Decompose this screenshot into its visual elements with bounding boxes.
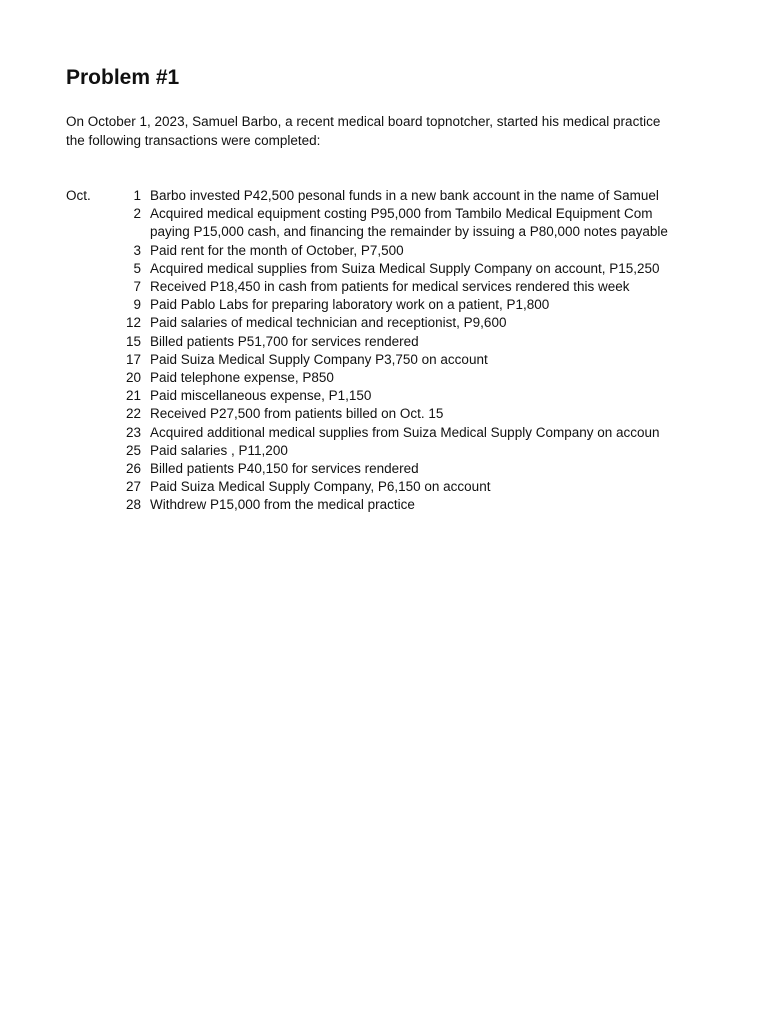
transaction-day: 9	[133, 297, 141, 313]
transaction-description	[150, 369, 690, 387]
transaction-description	[150, 405, 690, 423]
transaction-description	[150, 278, 690, 296]
transaction-row	[120, 278, 690, 296]
transaction-row	[120, 333, 690, 351]
transaction-day: 26	[125, 461, 141, 477]
transaction-day: 3	[133, 242, 141, 258]
transaction-row	[120, 260, 690, 278]
transaction-description-line: Billed patients P40,150 for services rendered	[150, 461, 419, 477]
transaction-description	[150, 496, 690, 514]
transaction-row	[120, 424, 690, 442]
transaction-description	[150, 260, 690, 278]
transaction-description-line: Received P27,500 from patients billed on Oct. 15	[150, 406, 444, 422]
transaction-description-line: Paid salaries , P11,200	[150, 442, 288, 458]
transaction-day: 1	[133, 188, 141, 203]
transaction-day: 27	[125, 479, 141, 495]
transaction-row	[120, 187, 690, 205]
transaction-description-line: Paid telephone expense, P850	[150, 370, 334, 386]
intro-line: the following transactions were completed:	[66, 133, 321, 148]
transaction-row	[120, 351, 690, 369]
transaction-description	[150, 478, 690, 496]
transaction-day: 20	[125, 370, 141, 386]
transaction-description-line: Barbo invested P42,500 pesonal funds in a new bank account in the name of Samuel	[150, 188, 659, 203]
transaction-row	[120, 242, 690, 260]
transaction-description-line: Billed patients P51,700 for services rendered	[150, 333, 419, 349]
transaction-day: 17	[125, 351, 141, 367]
transaction-row	[120, 405, 690, 423]
transaction-description	[150, 460, 690, 478]
transaction-day: 2	[133, 206, 141, 222]
transaction-day: 23	[125, 424, 141, 440]
transaction-day: 7	[133, 279, 141, 295]
transaction-description	[150, 333, 690, 351]
transaction-row	[120, 314, 690, 332]
transaction-description-line: Paid Suiza Medical Supply Company P3,750 on account	[150, 351, 488, 367]
transaction-day: 15	[125, 333, 141, 349]
transaction-row	[120, 496, 690, 514]
page-title: Problem #1	[66, 66, 180, 89]
transaction-row	[120, 387, 690, 405]
transaction-description-line: paying P15,000 cash, and financing the remainder by issuing a P80,000 notes payable	[150, 224, 668, 240]
transaction-description	[150, 442, 690, 460]
transaction-day: 5	[133, 260, 141, 276]
transaction-description-line: Paid Suiza Medical Supply Company, P6,150 on account	[150, 479, 491, 495]
transaction-description-line: Acquired additional medical supplies from Suiza Medical Supply Company on accoun	[150, 424, 660, 440]
transaction-row	[120, 205, 690, 241]
transaction-description	[150, 351, 690, 369]
transaction-description-line: Paid rent for the month of October, P7,500	[150, 242, 404, 258]
month-label: Oct.	[66, 188, 91, 203]
intro-line: On October 1, 2023, Samuel Barbo, a recent medical board topnotcher, started his medical practice	[66, 114, 661, 129]
transaction-row	[120, 369, 690, 387]
transaction-description-line: Withdrew P15,000 from the medical practice	[150, 497, 415, 513]
transaction-day: 28	[125, 497, 141, 513]
transaction-day: 21	[125, 388, 141, 404]
transaction-description	[150, 387, 690, 405]
transaction-day: 22	[125, 406, 141, 422]
transaction-description-line: Paid salaries of medical technician and receptionist, P9,600	[150, 315, 507, 331]
intro-paragraph	[66, 112, 690, 150]
transaction-description	[150, 205, 690, 241]
transaction-description-line: Paid miscellaneous expense, P1,150	[150, 388, 372, 404]
transaction-description	[150, 242, 690, 260]
transaction-row	[120, 296, 690, 314]
transaction-list	[120, 187, 690, 515]
transaction-day: 25	[125, 442, 141, 458]
transaction-row	[120, 460, 690, 478]
transaction-description-line: Acquired medical supplies from Suiza Medical Supply Company on account, P15,250	[150, 260, 660, 276]
transaction-description-line: Received P18,450 in cash from patients for medical services rendered this week	[150, 279, 630, 295]
transaction-description	[150, 424, 690, 442]
transaction-description-line: Paid Pablo Labs for preparing laboratory work on a patient, P1,800	[150, 297, 550, 313]
transaction-description	[150, 296, 690, 314]
transaction-row	[120, 478, 690, 496]
transaction-description	[150, 187, 690, 205]
transaction-row	[120, 442, 690, 460]
transaction-day: 12	[125, 315, 141, 331]
transaction-description-line: Acquired medical equipment costing P95,000 from Tambilo Medical Equipment Com	[150, 206, 653, 222]
transaction-description	[150, 314, 690, 332]
